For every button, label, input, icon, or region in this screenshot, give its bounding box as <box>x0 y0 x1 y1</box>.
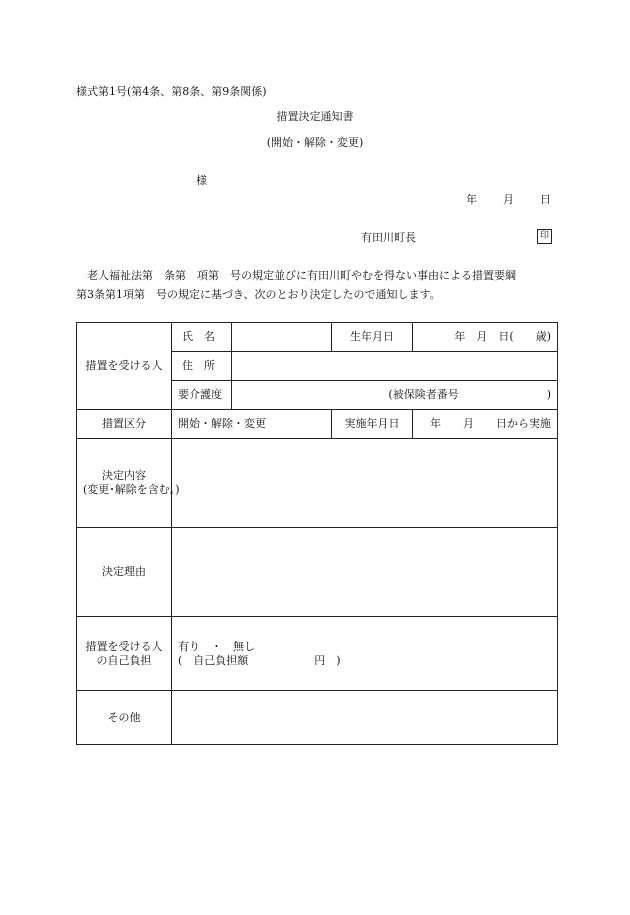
category-label: 措置区分 <box>77 410 172 439</box>
care-level-label: 要介護度 <box>172 381 232 410</box>
self-burden-choice[interactable]: 有り ・ 無し <box>178 639 255 653</box>
self-burden-amount[interactable]: ( 自己負担額 円 ) <box>178 653 341 667</box>
address-field[interactable] <box>232 352 558 381</box>
document-title: 措置決定通知書 <box>276 110 354 123</box>
notice-body <box>76 266 566 304</box>
decision-reason-label: 決定理由 <box>77 528 172 617</box>
seal-stamp: 印 <box>537 229 552 244</box>
form-number: 様式第1号(第4条、第8条、第9条関係) <box>76 85 267 98</box>
addressee-suffix: 様 <box>196 174 207 187</box>
burden-row <box>77 617 558 691</box>
notice-table <box>76 322 558 745</box>
reason-row <box>77 528 558 617</box>
other-field[interactable] <box>172 691 558 745</box>
decision-reason-field[interactable] <box>172 528 558 617</box>
self-burden-label-2: の自己負担 <box>96 653 152 667</box>
birth-date-field[interactable]: 年 月 日( 歳) <box>413 323 558 352</box>
self-burden-field[interactable] <box>172 617 558 691</box>
self-burden-label <box>77 617 172 691</box>
recipient-label: 措置を受ける人 <box>77 323 172 410</box>
insured-number-field[interactable]: (被保険者番号 ) <box>232 381 558 410</box>
decision-content-label-1: 決定内容 <box>102 469 146 482</box>
issuer-name: 有田川町長 <box>361 231 416 244</box>
category-options[interactable]: 開始・解除・変更 <box>172 410 332 439</box>
name-label: 氏 名 <box>172 323 232 352</box>
name-field[interactable] <box>232 323 332 352</box>
day-label: 日 <box>540 193 551 206</box>
document-subtitle: (開始・解除・変更) <box>266 136 364 149</box>
issue-date <box>466 194 551 205</box>
other-label: その他 <box>77 691 172 745</box>
content-row <box>77 439 558 528</box>
month-label: 月 <box>503 193 514 206</box>
decision-content-field[interactable] <box>172 439 558 528</box>
year-label: 年 <box>466 193 477 206</box>
birth-date-label: 生年月日 <box>332 323 413 352</box>
category-row <box>77 410 558 439</box>
decision-content-label <box>77 439 180 528</box>
self-burden-label-1: 措置を受ける人 <box>85 639 163 653</box>
implementation-date-field[interactable]: 年 月 日から実施 <box>413 410 558 439</box>
other-row <box>77 691 558 745</box>
notice-body-line-2: 第3条第1項第 号の規定に基づき、次のとおり決定したので通知します。 <box>76 288 441 301</box>
implementation-date-label: 実施年月日 <box>332 410 413 439</box>
address-label: 住 所 <box>172 352 232 381</box>
decision-content-label-2: (変更･解除を含む。) <box>83 483 180 496</box>
name-row <box>77 323 558 352</box>
notice-body-line-1: 老人福祉法第 条第 項第 号の規定並びに有田川町やむを得ない事由による措置要綱 <box>87 269 516 282</box>
